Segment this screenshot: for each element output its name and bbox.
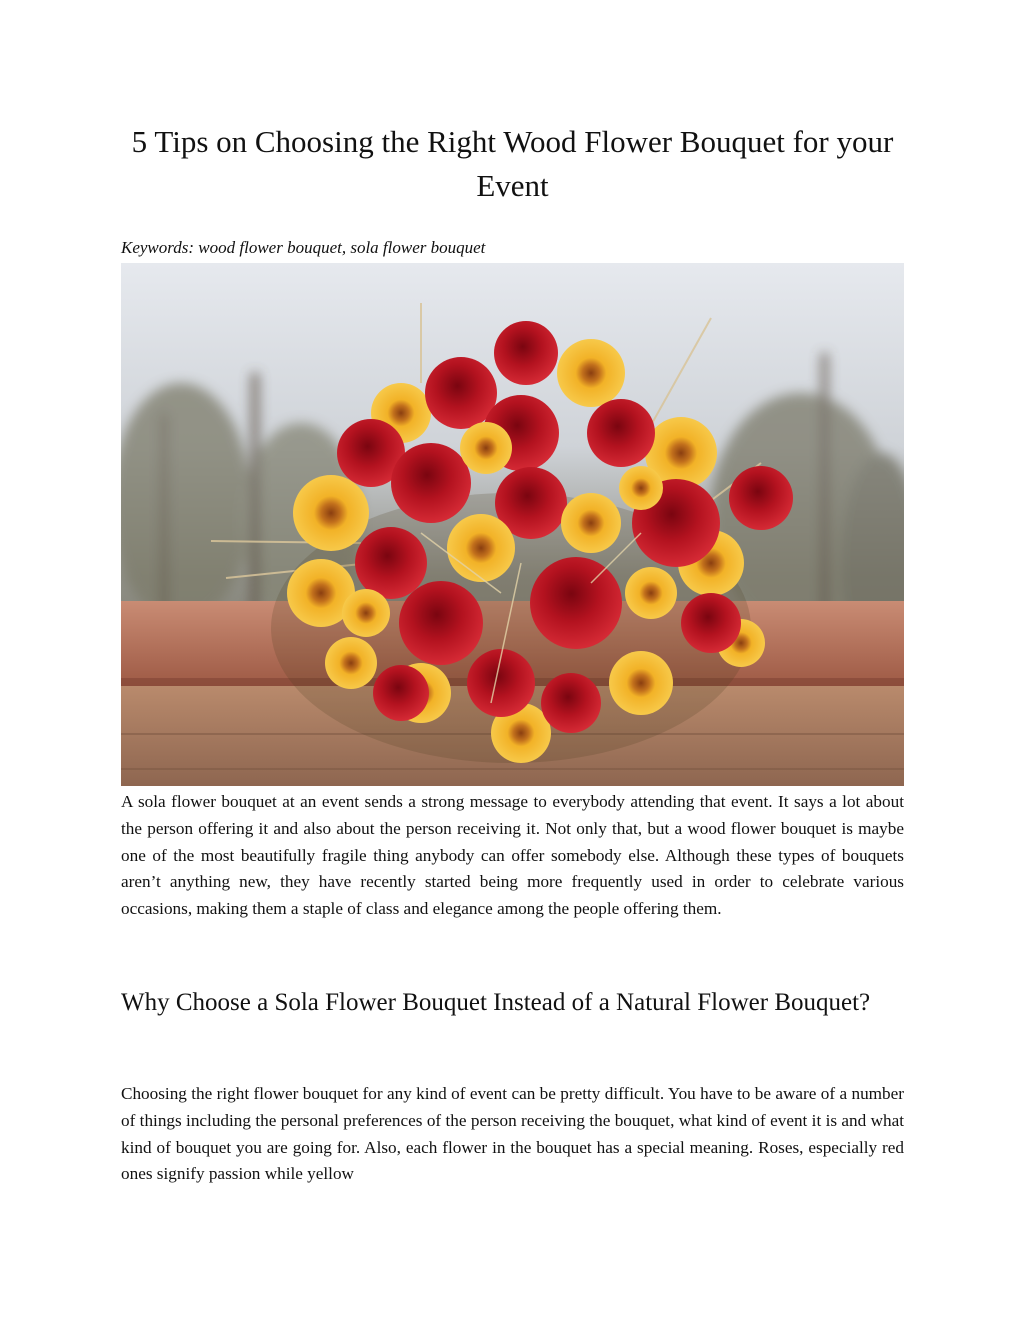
document-title: 5 Tips on Choosing the Right Wood Flower Bouquet for your Event xyxy=(131,124,894,203)
document-page xyxy=(121,0,904,1325)
section-heading: Why Choose a Sola Flower Bouquet Instead of a Natural Flower Bouquet? xyxy=(121,989,871,1016)
section-paragraph: Choosing the right flower bouquet for any kind of event can be pretty difficult. You have to be aware of a number of things including the personal preferences of the person receiving the bouquet, what kind of event it is and what kind of bouquet you are going for. Also, each flower in the bouquet has a special meaning. Roses, especially red ones signify passion while yellow xyxy=(121,1084,904,1184)
keywords-line: Keywords: wood flower bouquet, sola flower bouquet xyxy=(121,238,486,257)
intro-paragraph: A sola flower bouquet at an event sends a strong message to everybody attending that event. It says a lot about the person offering it and also about the person receiving it. Not only that, but a wood flower bouquet is maybe one of the most beautifully fragile thing anybody can offer somebody else. Although these types of bouquets aren’t anything new, they have recently started being more frequently used in order to celebrate various occasions, making them a staple of class and elegance among the people offering them. xyxy=(121,792,904,919)
bouquet-photo-icon xyxy=(121,263,904,786)
